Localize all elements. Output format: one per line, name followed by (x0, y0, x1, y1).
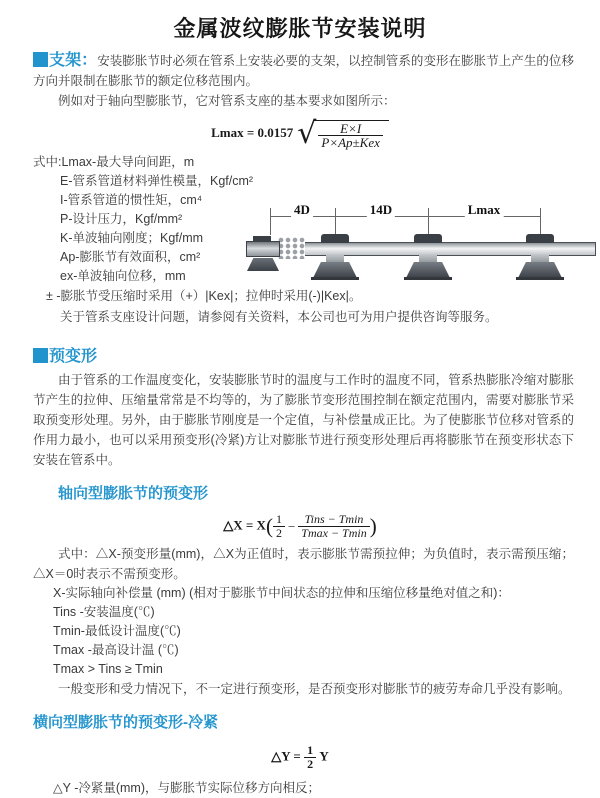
fraction-denominator: 2 (304, 757, 316, 771)
axial-note: 一般变形和受力情况下，不一定进行预变形，是否预变形对膨胀节的疲劳寿命几乎没有影响。 (58, 682, 571, 696)
section-square-icon (33, 52, 48, 67)
fraction-denominator: Tmax − Tmin (298, 526, 369, 540)
radical-sign: √ (297, 116, 317, 151)
bellows-expansion-joint (278, 237, 305, 259)
definition-line: 式中:Lmax-最大导向间距，m (33, 155, 195, 169)
axial-definition-line: Tins -安装温度(℃) (53, 605, 155, 619)
axial-definition-line: Tmax -最高设计温 (℃) (53, 643, 179, 657)
axial-formula-lhs: △X = X (223, 517, 266, 533)
dim-label-4d: 4D (291, 202, 313, 218)
dim-label-14d: 14D (367, 202, 395, 218)
minus-operator: − (287, 518, 296, 534)
guide-base (518, 262, 562, 278)
support-heading-label: 支架： (49, 52, 98, 69)
support-intro-text: 安装膨胀节时必须在管系上安装必要的支架，以控制管系的变形在膨胀节上产生的位移方向并限制在膨胀节的额定位移范围内。 (33, 54, 574, 88)
lateral-formula-rhs: Y (319, 748, 329, 764)
page-title: 金属波纹膨胀节安装说明 (173, 16, 427, 41)
axial-definition-line: X-实际轴向补偿量 (mm) (相对于膨胀节中间状态的拉伸和压缩位移量绝对值之和)： (53, 586, 510, 600)
temperature-fraction (298, 513, 369, 540)
dim-label-lmax: Lmax (465, 202, 504, 218)
consulting-note: 关于管系支座设计问题，请参阅有关资料，本公司也可为用户提供咨询等服务。 (60, 310, 498, 324)
lmax-formula-lhs: Lmax = 0.0157 (211, 124, 294, 140)
guide-base (406, 262, 450, 278)
guide-plate (404, 277, 452, 280)
guide-plate (516, 277, 564, 280)
pipe-guide-support (311, 234, 359, 282)
axial-formula (0, 513, 600, 540)
pipe-support-diagram (246, 204, 598, 302)
anchor-pipe-stub (246, 241, 280, 257)
dimension-tick (270, 208, 271, 235)
support-example-line: 例如对于轴向型膨胀节，它对管系支座的基本要求如图所示： (58, 94, 396, 108)
definition-line: Ap-膨胀节有效面积，cm² (60, 250, 201, 264)
one-half-fraction (273, 513, 285, 540)
definition-line: ex-单波轴向位移，mm (60, 269, 186, 283)
axial-formula-explanation: 式中：△X-预变形量(mm)，△X为正值时，表示膨胀节需预拉伸；为负值时，表示需预压缩；△X＝0时表示不需预变形。 (33, 547, 574, 581)
guide-base (313, 262, 357, 278)
guide-neck (531, 254, 549, 263)
definition-line: E-管系管道材料弹性模量，Kgf/cm² (60, 174, 254, 188)
dimension-tick (428, 208, 429, 235)
dimension-tick (540, 208, 541, 235)
lmax-formula (0, 116, 600, 151)
lmax-formula-denominator: P×Ap±Kex (318, 135, 383, 149)
guide-neck (419, 254, 437, 263)
fraction-numerator: Tins − Tmin (304, 512, 364, 526)
lateral-formula-lhs: △Y = (271, 748, 301, 764)
predeform-body-text: 由于管系的工作温度变化，安装膨胀节时的温度与工作时的温度不同，管系热膨胀冷缩对膨胀节产生的拉伸、压缩量常常是不均等的，为了膨胀节变形范围控制在额定范围内，需要对膨胀节采取预变形处理。另外，由于膨胀节刚度是一个定值，与补偿量成正比。为了使膨胀节位移对管系的作用力最小，也可以采用预变形(冷紧)方让对膨胀节进行预变形处理后再将膨胀节在预变形状态下安装在管系中。 (33, 373, 574, 467)
axial-predeform-heading: 轴向型膨胀节的预变形 (58, 485, 209, 502)
lateral-predeform-heading: 横向型膨胀节的预变形-冷紧 (33, 714, 218, 731)
lateral-formula (0, 744, 600, 771)
open-paren: ( (265, 514, 273, 538)
axial-definition-line: Tmax > Tins ≥ Tmin (53, 662, 163, 676)
close-paren: ) (369, 514, 377, 538)
fraction-denominator: 2 (273, 526, 285, 540)
predeform-section-heading (33, 343, 600, 366)
section-square-icon (33, 348, 48, 363)
lateral-note: △Y -冷紧量(mm)，与膨胀节实际位移方向相反； (53, 781, 321, 795)
predeform-heading-label: 预变形 (49, 348, 98, 365)
definition-line: I-管系管道的惯性矩，cm⁴ (60, 193, 203, 207)
guide-plate (311, 277, 359, 280)
lmax-formula-numerator: E×I (340, 120, 362, 136)
pipe-guide-support (516, 234, 564, 282)
guide-neck (326, 254, 344, 263)
dimension-tick (335, 208, 336, 235)
support-section-heading (33, 52, 97, 69)
fraction-numerator: 1 (307, 743, 314, 757)
pipe-guide-support (404, 234, 452, 282)
fraction-numerator: 1 (275, 512, 282, 526)
guide-clamp (414, 234, 442, 243)
anchor-base (247, 258, 279, 271)
sqrt-expression (297, 116, 389, 151)
anchor-support (246, 234, 280, 280)
guide-clamp (321, 234, 349, 243)
definition-line: K-单波轴向刚度；Kgf/mm (60, 231, 204, 245)
sign-convention-note: ± -膨胀节受压缩时采用（+）|Kex|；拉伸时采用(-)|Kex|。 (46, 289, 362, 303)
document-page (0, 12, 600, 795)
guide-clamp (526, 234, 554, 243)
definition-line: P-设计压力，Kgf/mm² (60, 212, 183, 226)
one-half-fraction (304, 744, 316, 771)
support-intro-paragraph (33, 51, 574, 91)
axial-definition-line: Tmin-最低设计温度(℃) (53, 624, 181, 638)
